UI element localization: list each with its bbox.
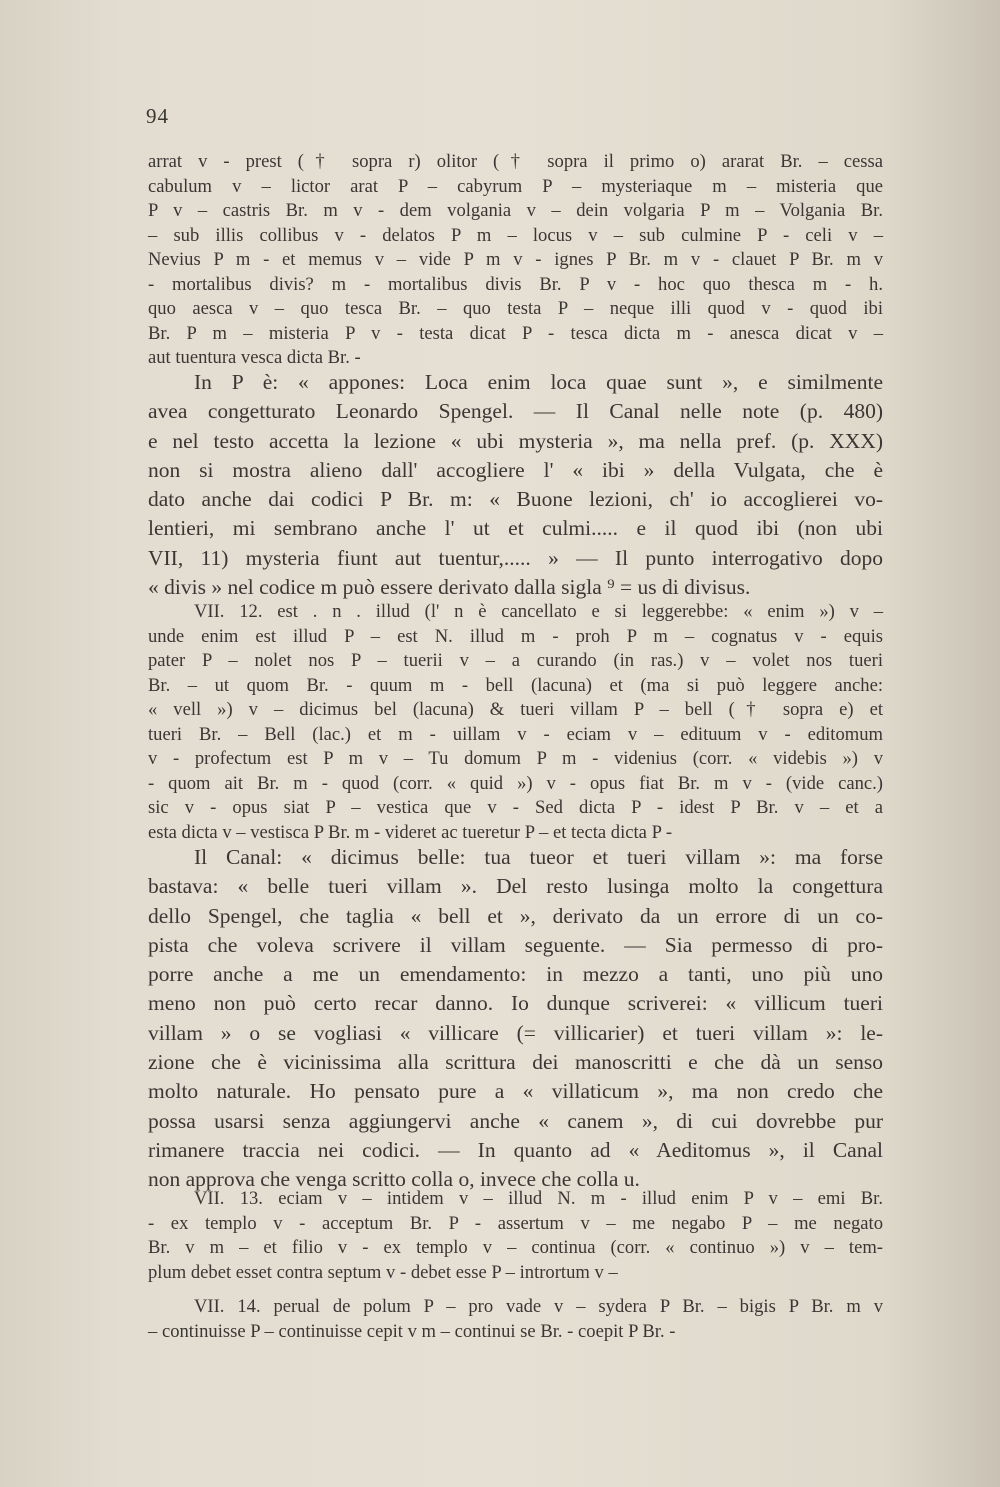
text-line: bastava: « belle tueri villam ». Del resto lusinga molto la congettura	[148, 874, 883, 899]
text-line: dello Spengel, che taglia « bell et », derivato da un errore di un co-	[148, 903, 883, 928]
text-line: sic v - opus siat P – vestica que v - Sed dicta P - idest P Br. v – et a	[148, 797, 883, 818]
text-line: plum debet esset contra septum v - debet esse P – intrortum v –	[148, 1261, 618, 1283]
text-line: – continuisse P – continuisse cepit v m – continui se Br. - coepit P Br. -	[148, 1320, 676, 1342]
text-line: rimanere traccia nei codici. — In quanto ad « Aeditomus », il Canal	[148, 1137, 883, 1162]
text-line: porre anche a me un emendamento: in mezzo a tanti, uno più uno	[148, 962, 883, 987]
page-number: 94	[146, 104, 169, 128]
text-line: VII, 11) mysteria fiunt aut tuentur,..... » — Il punto interrogativo dopo	[148, 545, 883, 570]
commentary-block-2	[148, 843, 883, 1195]
text-line: pista che voleva scrivere il villam seguente. — Sia permesso di pro-	[148, 932, 883, 957]
text-line: VII. 12. est . n . illud (l' n è cancellato e si leggerebbe: « enim ») v –	[194, 601, 883, 622]
text-line: Br. v m – et filio v - ex templo v – continua (corr. « continuo ») v – tem-	[148, 1237, 883, 1258]
text-line: possa usarsi senza aggiungervi anche « canem », di cui dovrebbe pur	[148, 1108, 883, 1133]
text-line: esta dicta v – vestisca P Br. m - videret ac tueretur P – et tecta dicta P -	[148, 821, 673, 843]
text-line: aut tuentura vesca dicta Br. -	[148, 347, 361, 368]
text-line: zione che è vicinissima alla scrittura dei manoscritti e che dà un senso	[148, 1050, 883, 1075]
text-line: Il Canal: « dicimus belle: tua tueor et tueri villam »: ma forse	[194, 845, 883, 869]
text-line: VII. 14. perual de polum P – pro vade v – sydera P Br. – bigis P Br. m v	[194, 1296, 883, 1317]
apparatus-block-3	[148, 1187, 883, 1285]
text-line: Nevius P m - et memus v – vide P m v - ignes P Br. m v - clauet P Br. m v	[148, 249, 883, 270]
text-line: non approva che venga scritto colla o, invece che colla u.	[148, 1167, 640, 1192]
apparatus-block-4	[148, 1295, 883, 1344]
text-line: unde enim est illud P – est N. illud m - proh P m – cognatus v - equis	[148, 625, 883, 647]
apparatus-block-2	[148, 600, 883, 845]
text-line: villam » o se vogliasi « villicare (= villicarier) et tueri villam »: le-	[148, 1020, 883, 1045]
text-line: e nel testo accetta la lezione « ubi mysteria », ma nella pref. (p. XXX)	[148, 428, 883, 453]
text-line: In P è: « appones: Loca enim loca quae sunt », e similmente	[194, 370, 883, 394]
text-line: tueri Br. – Bell (lac.) et m - uillam v - eciam v – edituum v - editomum	[148, 723, 883, 745]
text-line: « divis » nel codice m può essere derivato dalla sigla ⁹ = us di divisus.	[148, 575, 751, 600]
text-line: v - profectum est P m v – Tu domum P m - videnius (corr. « videbis ») v	[148, 748, 883, 769]
text-line: non si mostra alieno dall' accogliere l' « ibi » della Vulgata, che è	[148, 457, 883, 482]
text-line: VII. 13. eciam v – intidem v – illud N. m - illud enim P v – emi Br.	[194, 1188, 883, 1209]
commentary-block-1	[148, 368, 883, 602]
text-line: lentieri, mi sembrano anche l' ut et culmi..... e il quod ibi (non ubi	[148, 516, 883, 541]
text-line: P v – castris Br. m v - dem volgania v – dein volgaria P m – Volgania Br.	[148, 200, 883, 221]
text-line: pater P – nolet nos P – tuerii v – a curando (in ras.) v – volet nos tueri	[148, 650, 883, 671]
text-line: Br. – ut quom Br. - quum m - bell (lacuna) et (ma si può leggere anche:	[148, 674, 883, 696]
text-line: molto naturale. Ho pensato pure a « villaticum », ma non credo che	[148, 1079, 883, 1104]
text-line: – sub illis collibus v - delatos P m – locus v – sub culmine P - celi v –	[148, 224, 883, 246]
text-line: arrat v - prest († sopra r) olitor († sopra il primo o) ararat Br. – cessa	[148, 151, 883, 172]
text-line: - mortalibus divis? m - mortalibus divis Br. P v - hoc quo thesca m - h.	[148, 273, 883, 295]
text-line: - ex templo v - acceptum Br. P - assertum v – me negabo P – me negato	[148, 1212, 883, 1234]
text-line: avea congetturato Leonardo Spengel. — Il Canal nelle note (p. 480)	[148, 399, 883, 424]
text-line: dato anche dai codici P Br. m: « Buone lezioni, ch' io accoglierei vo-	[148, 487, 883, 512]
apparatus-block-1	[148, 150, 883, 371]
text-line: - quom ait Br. m - quod (corr. « quid ») v - opus fiat Br. m v - (vide canc.)	[148, 772, 883, 794]
text-line: cabulum v – lictor arat P – cabyrum P – mysteriaque m – misteria que	[148, 175, 883, 197]
text-line: « vell ») v – dicimus bel (lacuna) & tueri villam P – bell († sopra e) et	[148, 699, 883, 720]
text-line: meno non può certo recar danno. Io dunque scriverei: « villicum tueri	[148, 991, 883, 1016]
text-line: Br. P m – misteria P v - testa dicat P - tesca dicta m - anesca dicat v –	[148, 322, 883, 344]
text-line: quo aesca v – quo tesca Br. – quo testa P – neque illi quod v - quod ibi	[148, 298, 883, 319]
